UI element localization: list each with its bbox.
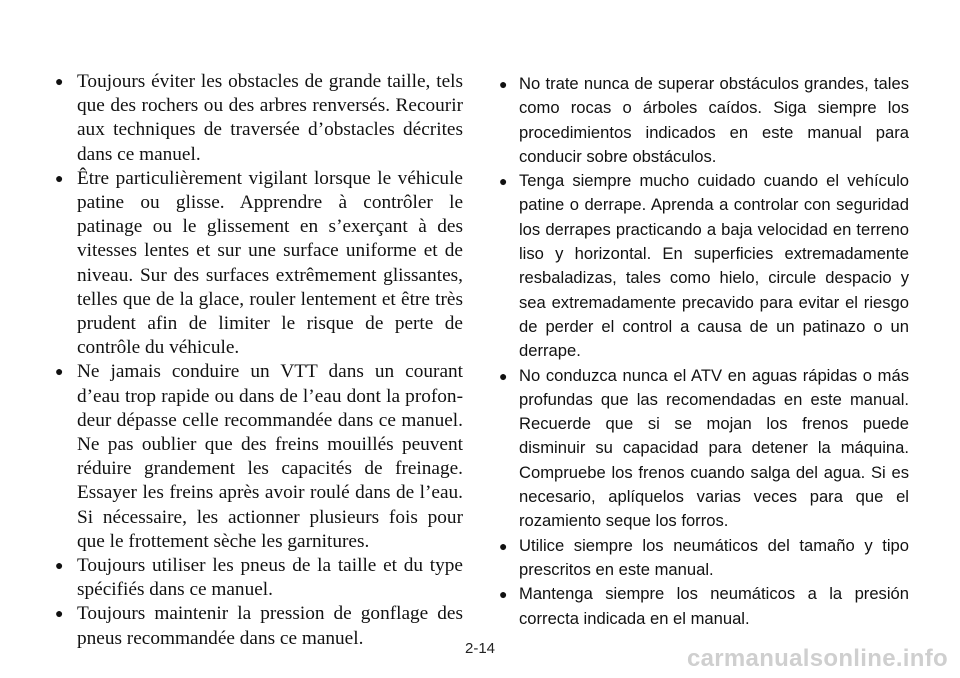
bullet-icon: ● [55, 171, 64, 187]
bullet-icon: ● [499, 173, 508, 190]
bullet-icon: ● [499, 586, 508, 603]
bullet-icon: ● [55, 559, 64, 575]
bullet-icon: ● [499, 76, 508, 92]
item-text: Toujours éviter les obstacles de grande taille, tels que des rochers ou des arbres renversés. Recourir aux techniques de traversée d’obstacles décrites dans ce manuel. [77, 71, 463, 165]
spanish-column [497, 72, 909, 631]
item-text: Toujours utiliser les pneus de la taille et du type spécifiés dans ce manuel. [77, 555, 463, 601]
watermark: carmanualsonline.info [686, 645, 948, 672]
item-text: Mantenga siempre los neumáticos a la presión correcta indicada en el manual. [519, 584, 909, 628]
item-text: Ne jamais conduire un VTT dans un courant d’eau trop rapide ou dans de l’eau dont la profondeur dépasse celle recommandée dans ce manuel. Ne pas oublier que des freins mouillés peuvent réduire grandement les capacités de freinage. Essayer les freins après avoir roulé dans de l’eau. Si nécessaire, les actionner plusieurs fois pour que le frottement sèche les garnitures. [77, 361, 463, 552]
list-item [55, 70, 463, 167]
bullet-icon: ● [55, 365, 64, 381]
bullet-icon: ● [499, 367, 508, 384]
list-item [55, 167, 463, 361]
french-column [55, 70, 463, 651]
list-item [55, 554, 463, 602]
bullet-icon: ● [55, 75, 64, 90]
list-item [497, 72, 909, 169]
bullet-icon: ● [499, 537, 508, 554]
list-item [497, 534, 909, 583]
item-text: No conduzca nunca el ATV en aguas rápidas o más profundas que las recomendadas en este manual. Recuerde que si se mojan los frenos puede disminuir su capacidad para detener la máquina. Compruebe los frenos cuando salga del agua. Si es necesario, aplíquelos varias veces para que el rozamiento seque los forros. [519, 365, 909, 531]
list-item [55, 360, 463, 554]
list-item [497, 364, 909, 534]
bullet-icon: ● [55, 607, 64, 623]
list-item [497, 169, 909, 363]
item-text: Utilice siempre los neumáticos del tamaño y tipo prescritos en este manual. [519, 535, 909, 579]
list-item [497, 582, 909, 631]
item-text: Tenga siempre mucho cuidado cuando el vehículo patine o derrape. Aprenda a controlar con seguridad los derrapes practicando a baja velocidad en terreno liso y horizontal. En superficies extremadamente resbaladizas, tales como hielo, circule despacio y sea extremadamente precavido para evitar el riesgo de perder el control a causa de un patinazo o un derrape. [519, 171, 909, 361]
item-text: Toujours maintenir la pression de gonflage des pneus recommandée dans ce manuel. [77, 603, 463, 649]
item-text: Être particulièrement vigilant lorsque le véhicule patine ou glisse. Apprendre à contrôler le patinage ou le glissement en s’exerçant à des vitesses lentes et sur une surface uniforme et de niveau. Sur des surfaces extrêmement glissantes, telles que de la glace, rouler lentement et être très prudent afin de limiter le risque de perte de contrôle du véhicule. [77, 167, 463, 359]
page-number: 2-14 [464, 640, 496, 657]
item-text: No trate nunca de superar obstáculos grandes, tales como rocas o árboles caídos. Siga siempre los procedimientos indicados en este manual para conducir sobre obstáculos. [519, 74, 909, 166]
